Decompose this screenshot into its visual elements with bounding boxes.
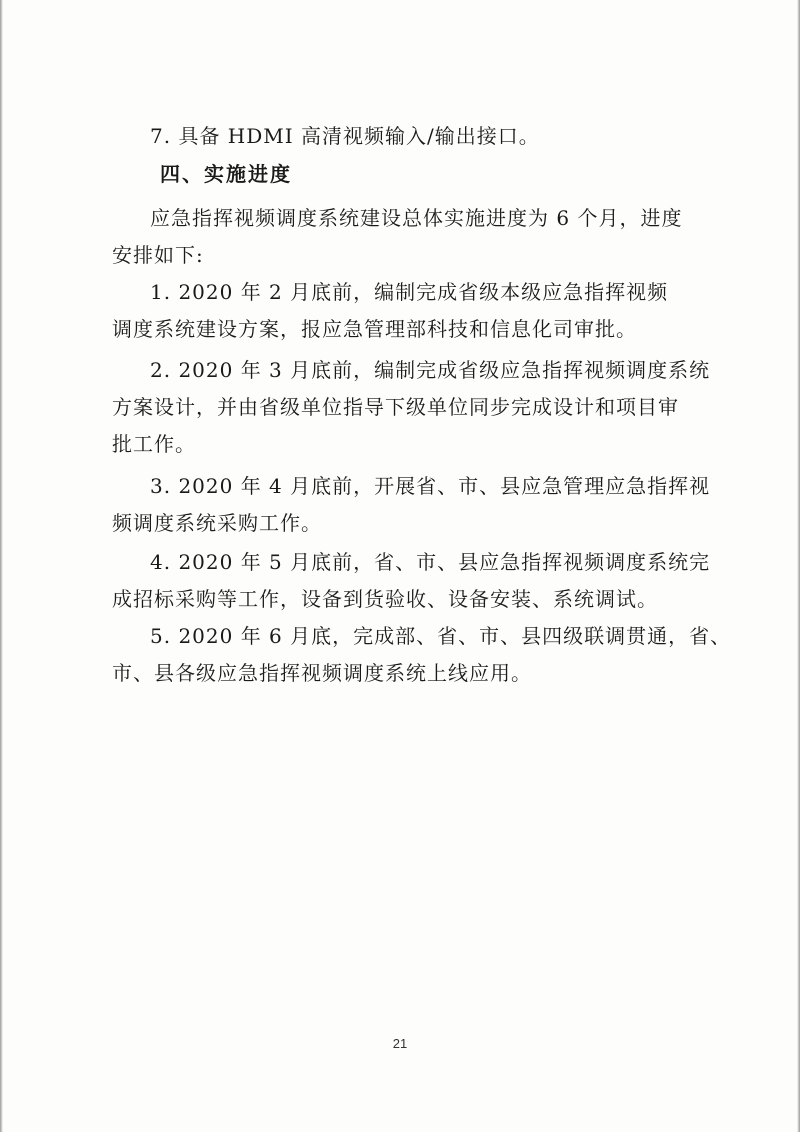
- text-line: 4. 2020 年 5 月底前，省、市、县应急指挥视频调度系统完: [150, 550, 711, 574]
- text-line: 方案设计，并由省级单位指导下级单位同步完成设计和项目审: [112, 395, 679, 419]
- text-line: 调度系统建设方案，报应急管理部科技和信息化司审批。: [112, 317, 637, 341]
- scan-edge-left: [0, 0, 3, 1132]
- text-line: 7. 具备 HDMI 高清视频输入/输出接口。: [150, 124, 540, 148]
- text-line: 3. 2020 年 4 月底前，开展省、市、县应急管理应急指挥视: [150, 474, 711, 498]
- text-line: 2. 2020 年 3 月底前，编制完成省级应急指挥视频调度系统: [150, 358, 711, 382]
- text-line: 成招标采购等工作，设备到货验收、设备安装、系统调试。: [112, 587, 658, 611]
- text-line: 频调度系统采购工作。: [112, 511, 322, 535]
- text-line: 1. 2020 年 2 月底前，编制完成省级本级应急指挥视频: [150, 280, 669, 304]
- text-line: 市、县各级应急指挥视频调度系统上线应用。: [112, 661, 532, 685]
- page-number: 21: [392, 1036, 408, 1051]
- text-line: 应急指挥视频调度系统建设总体实施进度为 6 个月，进度: [150, 206, 683, 230]
- text-line: 安排如下:: [112, 243, 204, 267]
- text-line: 5. 2020 年 6 月底，完成部、省、市、县四级联调贯通，省、: [150, 624, 732, 648]
- text-line: 批工作。: [112, 432, 196, 456]
- section-heading: 四、实施进度: [160, 162, 292, 186]
